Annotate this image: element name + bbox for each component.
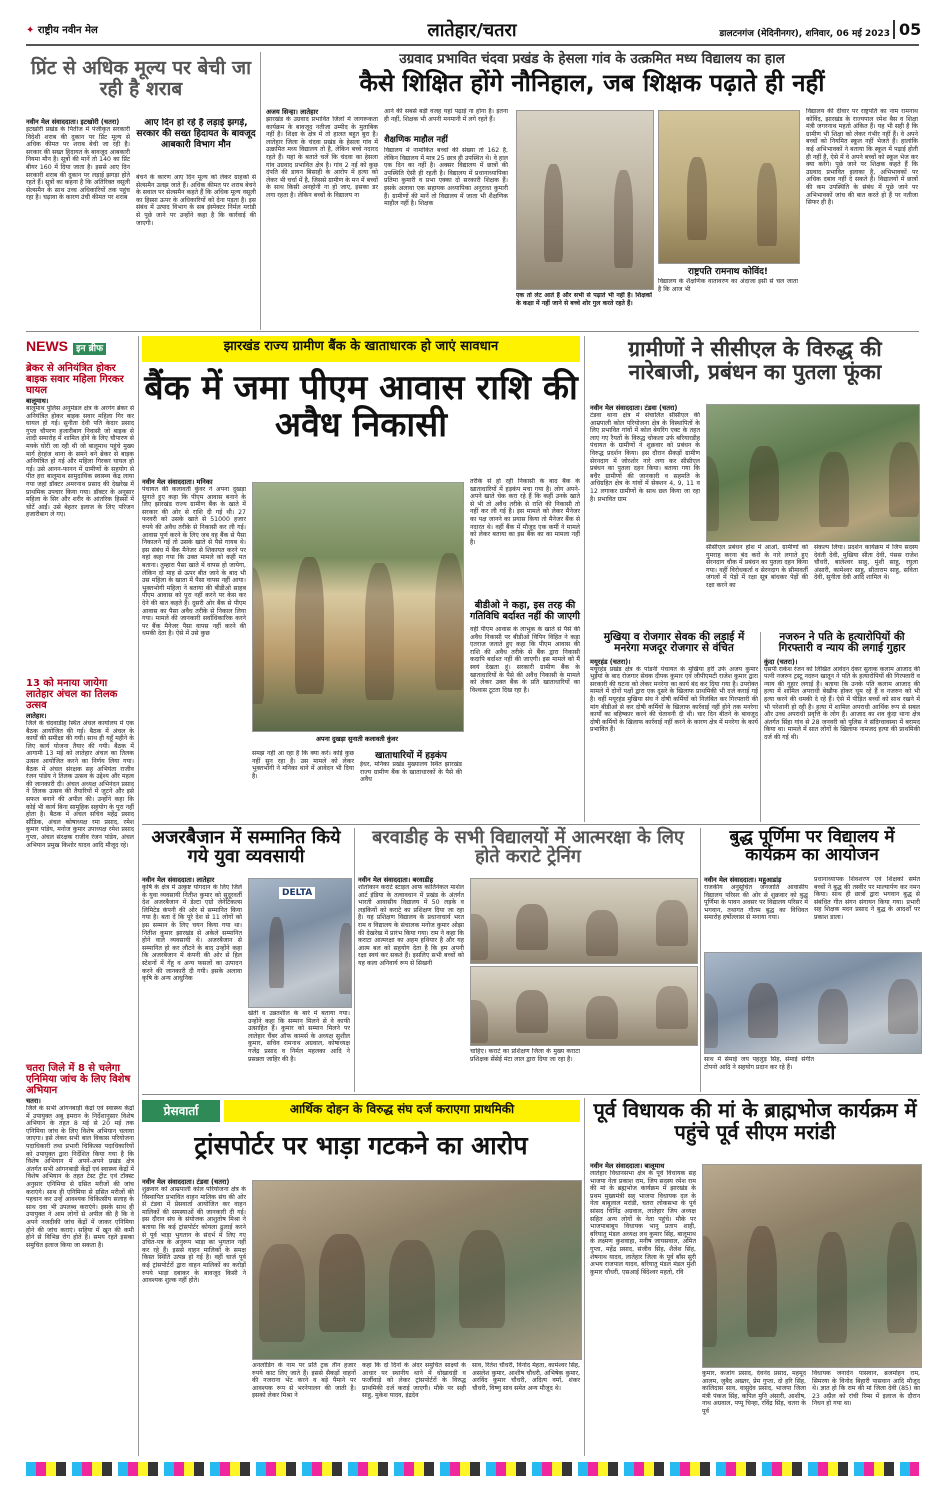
murder-body: एसपी राकेश रंजन को लिखित आवेदन देकर सुताक कलाम आजाद की पत्नी नजरुन ट्रस्टू नदरुन खातून ने पति के हत्यारोपियों की गिरफ्तारी व न्याय की गुहार लगाई है। बताया कि उनके पति कलाम आजाद की हत्या में शामिल अपराधी बेखौफ होकर घूम रहे हैं व नजरुन को भी हत्या करने की धमकी दे रहे हैं। ऐसे में पीड़ित बच्चों को साथ रखने में भी परेशानी हो रही है। हत्या में शामिल अपराधी आर्थिक रूप से सबल और उच्च अपराधी प्रवृत्ति के लोग हैं। आजाद का शव कुंदा थाना क्षेत्र अंतर्गत सिंहा गांव से 28 जनवरी को पुलिस ने संदिग्धावस्था में बरामद किया था। मामले में सात लोगों के खिलाफ नामजद हत्या की प्राथमिकी दर्ज की गई थी। — [764, 665, 920, 741]
buddha-col1 — [704, 876, 808, 944]
bank-kicker: झारखंड राज्य ग्रामीण बैंक के खाताधारक हो जाएं सावधान — [223, 339, 499, 354]
story-mgnrega — [590, 632, 758, 822]
brief-tag: इन ब्रीफ — [73, 343, 106, 355]
school-photo-wall — [658, 110, 800, 264]
story-ccl — [590, 338, 920, 628]
brief-item-3 — [26, 1063, 134, 1435]
vrule-7 — [584, 1098, 585, 1456]
bank-body3: ईधर, मनिका प्रखंड मुख्यालय स्थित झारखंड राज्य ग्रामीण बैंक के खाताधारकों के पैसे की अवैध — [360, 761, 462, 784]
liquor-col2 — [136, 118, 256, 314]
story-karate — [358, 828, 698, 1092]
transport-byline: नवीन मेल संवाददाता। टंडवा (चतरा) — [142, 1178, 230, 1186]
brief-head-1: ब्रेकर से अनियंत्रित होकर बाइक सवार महिला गिरकर घायल — [26, 363, 124, 396]
masthead-rule — [26, 44, 919, 46]
bank-body4: तरीके से हो रही निकासी के बाद बैंक के खाताधारियों में हड़कंप मचा गया है। लोग अपने-अपने खाते चेक करा रहे हैं कि कहीं उनके खाते से भी तो अवैध तरीके से राशि की निकासी तो नहीं कर ली गई है। इस मामले को लेकर मैनेजर का पक्ष जानने का प्रयास किया तो मैनेजर बैंक से नदारत थे। वहीं बैंक में मौजूद एक कर्मी ने मामले को लेकर बताया का इस बैंक का का मामला नहीं है। — [470, 478, 580, 546]
bank-col3 — [360, 748, 462, 801]
bank-photo-caption: अपना दुखड़ा सुनाती कलावती कुंवर — [316, 735, 398, 743]
bank-body2: समझ नहीं आ रहा है कि क्या करें। कोई कुछ नहीं सुन रहा है। उस मामले को लेकर भुक्तभोगी ने मनिका थाने में आवेदन भी दिया है। — [252, 750, 354, 780]
hrule-3 — [142, 1094, 920, 1095]
school-kicker: उग्रवाद प्रभावित चंदवा प्रखंड के हेसला गांव के उत्क्रमित मध्य विद्यालय का हाल — [399, 51, 785, 67]
liquor-body2: बेचने के कारण आए दिन मूल्य को लेकर ग्राहकों से सेल्समैन उलझ जाते हैं। अधिक कीमत पर शराब बेचने के सवाल पर सेल्समैन कहते हैं कि अधिक मूल्य वसूली का हिस्सा ऊपर के अधिकारियों को देना पड़ता है। इस संबंध में उत्पाद विभाग के सब इंस्पेक्टर निर्मल मरांडी से पूछे जाने पर उन्होंने कहा है कि कार्रवाई की जाएगी। — [136, 174, 256, 227]
azerbaijan-byline: नवीन मेल संवाददाता। लातेहार — [142, 876, 215, 884]
brief-place-3: चतरा। — [26, 1097, 41, 1105]
brand-name: राष्ट्रीय नवीन मेल — [37, 25, 98, 36]
brief-item-2 — [26, 678, 134, 1060]
bank-body4b: वहीं पीएम आवास के लाभुक के खाते से पैसे की अवैध निकासी पर बीडीओ विपिन विहित ने कड़ा एतराज जताते हुए कहा कि पीएम आवास की राशि की अवैध तरीके से बैंक द्वारा निकासी कदापि बर्दाश्त नहीं की जाएगी। इस मामले को मैं स्वयं देखता हूं। सरकारी ग्रामीण बैंक के खाताधारियों के पैसे की अवैध निकासी के मामले को लेकर उक्त बैंक के प्रति खाताधारियों का विश्वास टूटता दिख रहा है। — [470, 626, 580, 694]
bank-body1: पंचायत की कलावती कुंवर ने अपना दुखड़ा सुनाते हुए कहा कि पीएम आवास बनाने के लिए झारखंड राज्य ग्रामीण बैंक के खाते में सरकार की ओर से राशि दी गई थी। 27 फरवरी को उसके खाते से 51000 हजार रुपये की अवैध तरीके से निकासी कर ली गई। आवास पूर्ण करने के लिए जब वह बैंक से पैसा निकालने गई तो उसके खाते से पैसे गायब थे। इस संबंध में बैंक मैनेजर से शिकायत करने पर वहां कहा गया कि उक्त मामले को कहीं मत बताना। तुम्हारा पैसा खाते में वापस हो जायेगा, लेकिन दो माह से ऊपर बीत जाने के बाद भी उस महिला के खाता में पैसा वापस नहीं आया। भुक्तभोगी महिला ने बताया की बीडीओ साहब पीएम आवास को पूरा नहीं करने पर केस कर देने की बात कहते हैं। दूसरी ओर बैंक से पीएम आवास का पैसा अवैध तरीके से निकाल लिया गया। मामले की जानकारी सर्वाधिकारिक करने पर बैंक मैनेजर पैसा वापस नहीं करने की धमकी देता है। ऐसे में उसे कुछ — [142, 486, 246, 638]
school-body4: विद्यालय के शैक्षणिक वातावरण का अंदाजा इसी से चल जाता है कि आज भी — [658, 278, 798, 293]
story-bank — [142, 336, 580, 822]
karate-photo-1 — [470, 878, 698, 964]
page-number: 05 — [893, 20, 921, 39]
section-title: लातेहार/चतरा — [427, 20, 517, 41]
school-body2: आने की सबसे बड़ी वजह यहां पढ़ाई ना होना है। इतना ही नहीं, शिक्षक भी अपनी मनमानी में लगे रहते हैं। — [384, 108, 508, 123]
vrule-6 — [700, 828, 701, 1092]
transport-photo — [252, 1180, 582, 1360]
ccl-photo-protest — [706, 404, 920, 542]
brahmbhoj-body2: कुमार, कजांग प्रसाद, देवनंद प्रसाद, महमूद आलम, जुबैद अख्तर, प्रेम गुप्ता, दो हरि सिंह, कालिदास साव, वासुदेव प्रसाद, भाजपा जिला मंत्री पंकज सिंह, कपिल मुनि अंसारी, आशीष, नाथ अग्रवाल, पप्पू चिन्हा, रविंद्र सिंह, चतरा के पूर्व — [702, 1370, 806, 1415]
news-tag: NEWS — [26, 338, 68, 354]
news-brief-tag — [26, 336, 134, 360]
hrule-1 — [26, 331, 919, 332]
school-body1: झारखंड के उग्रवाद प्रभावित जिलों में जागरूकता कार्यक्रम के बावजूद नतीजा उम्मीद के मुताबिक नहीं है। शिक्षा के क्षेत्र में तो हालत बहुत बुरा है। लातेहार जिला के चंदवा प्रखंड के हेसला गांव में उत्क्रमित मध्य विद्यालय तो है, लेकिन बच्चे नदारद रहते हैं। यहां के बताते चलें कि चंदवा का हेसला गांव उग्रवाद प्रभावित क्षेत्र है। गांव 2 नई को कुछ दंपति की डायन बिसाही के आरोप में हत्या को लेकर भी चर्चा में है, जिससे ग्रामीण के मन में बच्चों के साथ किसी अनहोनी ना हो जाए, इसका डर लगा रहता है। लेकिन बच्चों के विद्यालय ना — [266, 116, 378, 199]
buddha-byline: नवीन मेल संवाददाता। महुआडांड़ — [704, 876, 782, 884]
school-col1 — [266, 108, 378, 326]
bank-col4 — [470, 478, 580, 786]
school-body5: विद्यालय की दीवार पर राष्ट्रपति का नाम रामनाथ कोविंद, झारखंड के राज्यपाल रमेश बैस व शिक्षा मंत्री जगरनाथ महतो अंकित हैं। यह भी सही है कि ग्रामीण भी शिक्षा को लेकर गंभीर नहीं हैं। वे अपने बच्चों को नियमित स्कूल नहीं भेजते हैं। हालांकि कई अभिभावकों ने बताया कि स्कूल में पढ़ाई होती ही नहीं है, ऐसे में वे अपने बच्चों को स्कूल भेज कर क्या करेंगे। पूछे जाने पर शिक्षक कहते हैं कि उग्रवाद प्रभावित इलाका है, अभिभावकों पर अधिक दबाव नहीं दे सकते हैं। विद्यालयों में छात्रों की कम उपस्थिति के संबंध में पूछे जाने पर अभिभावकों जांच की बात करते हो हैं पर नतीजा सिफर ही है। — [806, 108, 918, 207]
brief-place-2: लातेहार। — [26, 712, 47, 720]
brief-body-3: जिले के सभी आंगनबाड़ी केंद्रों एवं स्वास्थ्य केंद्रों में उपायुक्त अबु इमरान के निर्देशानुसार विशेष अभियान के तहत 8 मई से 20 मई तक एनिमिया जांच के लिए विशेष अभियान चलाया जाएगा। इसे लेकर सभी बाल विकास परियोजना पदाधिकारी तथा प्रभारी चिकित्सा पदाधिकारियों को उपायुक्त द्वारा निर्देशित किया गया है कि विशेष अभियान में अपने-अपने प्रखंड क्षेत्र अंतर्गत सभी आंगनबाड़ी केंद्रों एवं स्वास्थ्य केंद्रों में विशेष अभियान के तहत टेस्ट ट्रीट एवं टॉक्स्ट अनुसार एनिमिया से ग्रसित मरीजों की जांच कराएंगे। साथ ही एनिमिया से ग्रसित मरीजों की पहचान कर उन्हें आवश्यक चिकित्सीय सलाह के साथ दवा भी उपलब्ध कराएंगे। इसके साथ ही उपायुक्त ने आम लोगों से अपील की है कि वे अपने नजदीकी जांच केंद्रों में जाकर एनिमिया होने की जांच कराएं। सहिया में खून की कमी होने से विभिन्न रोग होते हैं। समय रहते इसका समुचित इलाज किया जा सकता है। — [26, 1105, 134, 1249]
ccl-col1 — [590, 404, 700, 612]
liquor-byline: नवीन मेल संवाददाता। इटखोरी (चतरा) — [26, 118, 120, 126]
school-col2 — [384, 108, 508, 319]
vrule-4 — [760, 632, 761, 822]
transport-tag: प्रेसवार्ता — [142, 1100, 220, 1122]
murder-headline: नजरुन ने पति के हत्यारोपियों की गिरफ्तारी व न्याय की लगाई गुहार — [778, 631, 906, 655]
brahmbhoj-byline: नवीन मेल संवाददाता। बालूमाथ — [590, 1162, 665, 1170]
brief-head-3: चतरा जिले में 8 से चलेगा एनिमिया जांच के लिए विशेष अभियान — [26, 1063, 131, 1096]
brand-logo — [26, 22, 98, 36]
bank-byline: नवीन मेल संवाददाता। मनिका — [142, 478, 213, 486]
bank-headline: बैंक में जमा पीएम आवास राशि की अवैध निकासी — [144, 368, 578, 445]
karate-col1 — [358, 876, 464, 1084]
school-photo-classroom — [516, 110, 654, 290]
ccl-body3: संकल्प लिया। प्रदर्शन कार्यक्रम में जिप सदस्य देवंती देवी, मुखिया सीता देवी, पंसस राजेश चौधरी, बालेश्वर साहु, मुंशी साहु, रघुला अंसारी, कामेश्वर साहु, सीताराम साहु, सविता देवी, सुनीता देवी आदि शामिल थे। — [814, 544, 918, 582]
school-photo-caption: एक तो लेट आते हैं और सभी से पढ़ाते भी नहीं हैं। शिक्षकों के कक्षा में नहीं जाने से बच्चे शोर गुल करते रहते हैं। — [516, 292, 652, 307]
azerbaijan-body1: कृषि के क्षेत्र में उत्कृष्ट योगदान के लिए जिले के युवा व्यवसायी नितीश कुमार को सुदूरवर्ती देश अजरबैजान में डेल्टा एग्रो जेनेटिकल्स लिमिटेड कंपनी की ओर से सम्मानित किया गया है। बता दें कि पूरे देश से 11 लोगों को इस सम्मान के लिए चयन किया गया था। नितीश कुमार झारखंड से अकेले सम्मानित होने वाले व्यवसायी थे। अजरबैजान से सम्मानित हो कर लौटने के बाद उन्होंने कहा कि अजरबैजान में कंपनी की ओर से हिल स्टेशनों में गेंहू व अन्य फसलों का उत्पादन करने की जानकारी दी गयी। इसके अलावा कृषि के अन्य आधुनिक — [142, 884, 242, 983]
karate-photo-2 — [470, 966, 698, 1046]
transport-headline: ट्रांसपोर्टर पर भाड़ा गटकने का आरोप — [194, 1131, 528, 1160]
story-buddha — [704, 828, 920, 1092]
transport-body3: कहा कि दो दिनों के अंदर समुचित साक्ष्यों के आधार पर स्थानीय थाने में धोखाधड़ी व फर्जीवाड़े को लेकर ट्रांसपोर्टरों के विरुद्ध प्राथमिकी दर्ज कराई जाएगी। मौके पर सही साहु, मुकेश यादव, इंद्रदेव — [362, 1362, 466, 1400]
brief-body-1: बालूमाथ पुलिस अनुमंडल क्षेत्र के अरगंग ब्रेकर से अनियंत्रित होकर बाइक सवार महिला गिर कर घायल हो गई। सुनीता देवी पति केदार प्रसाद गुप्ता चौपरण हजारीबाग निवासी जो बाइक से शादी समारोह में शामिल होने के लिए चौपारण से मयके घोरी जा रही थी जो बालूमाथ पहुंचे मुख्य मार्ग हेरहंज थाना के समने बने ब्रेकर से बाइक अनियंत्रित हो गई और महिला गिरकर घायल हो गई। उसे आनन-फानन में ग्रामीणों के सहयोग से पीत हरा बालूमाथ सामुदायिक स्वास्थ्य केंद्र लाया गया जहां डॉक्टर अमरनाथ प्रसाद की देखरेख में प्राथमिक उपचार किया गया। डॉक्टर के अनुसार महिला के सिर और शरीर के आंतरिक हिस्सों में चोटें आईं। उसे बेहतर इलाज के लिए परिजन हजारीबाग ले गए। — [26, 405, 134, 519]
bank-subhead1: खाताधारियों में हड़कंप — [375, 751, 447, 761]
karate-headline: बरवाडीह के सभी विद्यालयों में आत्मरक्षा के लिए होते कराटे ट्रेनिंग — [372, 827, 684, 868]
brahmbhoj-headline: पूर्व विधायक की मां के ब्राह्मभोज कार्यक्रम में पहुंचे पूर्व सीएम मरांडी — [593, 1098, 917, 1144]
liquor-headline: प्रिंट से अधिक मूल्य पर बेची जा रही है शराब — [30, 57, 252, 100]
school-headline: कैसे शिक्षित होंगे नौनिहाल, जब शिक्षक पढ़ाते ही नहीं — [359, 68, 825, 97]
vrule-5 — [354, 828, 355, 1092]
buddha-body3: साथ में सेमाई जय पहलुड़ सिंह, सेमाई संगीत टोपनो आदि ने सहयोग प्रदान कर रहे हैं। — [704, 1056, 814, 1071]
brahmbhoj-body3: विधायक जनार्दन पासवान, ब्रजमोहन राम, सिमरया के विनोद बिहारी पासवान आदि मौजूद थे। ज्ञात हो कि राम की मां जिला देवी (85) का 23 अप्रैल को रांची रिम्स में इलाज के दौरान निधन हो गया था। — [812, 1370, 920, 1408]
karate-byline: नवीन मेल संवाददाता। बरवाडीह — [358, 876, 434, 884]
brief-head-2: 13 को मनाया जायेगा लातेहार अंचल का तिलक उत्सव — [26, 678, 118, 711]
liquor-body: इटखोरी प्रखंड के पितीज में पंजीकृत सरकारी विदेशी शराब की दुकान पर प्रिंट मूल्य से अधिक कीमत पर शराब बेची जा रही है। सरकार की सख्त हिदायत के बावजूद आबकारी नियमा मौन है। सूत्रों की मानें तो 140 का प्रिंट बीयर 160 में दिया जाता है। इससे आए दिन सरकारी शराब की दुकान पर लड़ाई झगड़ा होते रहते हैं। सूत्रों का कहना है कि अतिरिक्त वसूली सेल्समैन के साथ उच्च अधिकारियों तक पहुंच रहा है। चढ़ावा के कारण उंची कीमत पर शराब — [26, 126, 130, 202]
ccl-body2: सीसीएल प्रबंधन होश में आओ, ग्रामीणों को गुमराह करना बंद करो के नारे लगाते हुए सेरनदाग चौक में प्रबंधन का पुतला दहन किया गया। वहीं विरोधकर्ता व सेरनदाग के सीमावर्ती जंगलों में पेड़ों में रक्षा सूत्र बांधकर पेड़ों की रक्षा करने का — [706, 544, 808, 589]
buddha-body2: प्रधानाध्यापक शिवशरण एवं शिक्षकों समेत बच्चों ने बुद्ध की तस्वीर पर माल्यार्पण कर नमन किया। साथ ही छात्रों द्वारा भगवान बुद्ध से संबंधित गीत संगन संगायन किया गया। प्रभारी सह शिक्षक मदन प्रसाद ने बुद्ध के आदर्शों पर प्रकाश डाला। — [814, 876, 920, 921]
news-brief — [26, 336, 134, 1456]
transport-col1 — [142, 1178, 246, 1436]
brahmbhoj-body1: लातेहार विधानसभा क्षेत्र के पूर्व विधायक सह भाजपा नेता प्रकाश राम, जिप सदस्य रमेश राम की मां के ब्रह्मभोज कार्यक्रम में झारखंड के प्रथम मुख्यमंत्री सह भाजपा विधायक दल के नेता बाबूलाल मरांडी, चतरा लोकसभा के पूर्व सांसद चिनिंद्र अग्रवाल, लातेहार जिप अध्यक्ष सहित अन्य लोगों के नेता पहुंचे। मौके पर भाजपाबाबूप विधायक भानु प्रताप शाही, बरियातु मंडल अध्यक्ष लव कुमार सिंह, बालूमाथ के लक्ष्मण कुशवाहा, मनीष जायसवाल, अमित गुप्ता, महेंद्र प्रसाद, संजीव सिंह, शैलेश सिंह, शेषनाथ यादव, लातेहार जिला के पूर्व बाँस सुरी अभय राजपाल यादव, बरियातु मंडल मंडल मुंशी कुमार चौधरी, एसआई बिंदेश्वर महतो, रवि — [590, 1170, 696, 1276]
vrule-2 — [138, 336, 139, 1456]
bank-photo-kalawati — [252, 482, 464, 732]
buddha-headline: बुद्ध पूर्णिमा पर विद्यालय में कार्यक्रम का आयोजन — [729, 827, 895, 866]
mgnrega-byline: मयूरहंड (चतरा)। — [590, 657, 631, 666]
school-subhead: शैक्षणिक माहौल नहीं — [384, 135, 448, 145]
hrule-2 — [142, 824, 920, 825]
murder-byline: कुंदा (चतरा)। — [764, 657, 798, 666]
school-quote-name: राष्ट्रपति रामनाथ कोविंद! — [687, 267, 769, 277]
vrule-3 — [584, 336, 585, 822]
brief-place-1: बालूमाथ। — [26, 397, 49, 405]
masthead — [0, 0, 945, 46]
ccl-headline: ग्रामीणों ने सीसीएल के विरुद्ध की नारेबाजी, प्रबंधन का पुतला फूंका — [628, 337, 882, 384]
story-liquor — [26, 58, 256, 328]
azerbaijan-headline: अजरबैजान में सम्मानित किये गये युवा व्यवसायी — [151, 827, 341, 868]
transport-body1: शुक्रवार को आम्रपाली कोल परियोजना क्षेत्र के विस्थापित प्रभावित वाहन मालिक संघ की ओर से टंडवा में प्रेसवार्ता आयोजित कर वाहन मालिकों की समस्याओं की जानकारी दी गई। इस दौरान संघ के संयोजक आशुतोष मिश्रा ने बताया कि कई ट्रांसपोर्टर कोयला ढुलाई करने से पूर्व भाड़ा भुगतान के संदर्भ में लिए गए उचित-पत्र के अनुरूप भाड़ा का भुगतान नहीं कर रहे हैं। इससे वाहन मालिकों के समक्ष किस्त स्थिति उत्पन्न हो गई है। वहीं चार्ज पूर्व कई ट्रांसपोर्टरों द्वारा वाहन मालिकों का करोड़ों रुपये भाड़ा दबाकर के बावजूद किसी ने आवश्यक शुल्क नहीं होते। — [142, 1186, 246, 1285]
print-registration-strip — [26, 1462, 919, 1476]
story-brahmbhoj — [590, 1100, 920, 1456]
story-murder — [764, 632, 920, 822]
ccl-byline: नवीन मेल संवाददाता। टंडवा (चतरा) — [590, 404, 678, 412]
brief-body-2: जिले के चंदवाडीह स्थित अंचल कार्यालय में एक बैठक आयोजित की गई। बैठक में अंचल के कार्यों की समीक्षा की गयी। साथ ही यहूँ महीने के लिए कार्य योजना तैयार की गयी। बैठक में आगामी 13 मई को लातेहार अंचल का तिलक उत्सव आयोजित करने का निर्णय लिया गया। बैठक में अंचल संरक्षक सह अभियंता राजीव रंजन पांडेय ने तिलक उत्सव के उद्देश्य और महत्व की जानकारी दी। अंचल अध्यक्ष अभिनंदन प्रसाद ने तिलक उत्सव की तैयारियों में जुटने और इसे सफल बनाने की अपील की। उन्होंने कहा कि कोई भी कार्य बिना सामूहिक सहयोग के पूरा नहीं होता है। बैठक में अंचल सचिव महेंद्र प्रसाद सौंडिक, अंचल कोषाध्यक्ष रमा प्रसाद, रमेश कुमार पांडेय, मनोज कुमार उपाध्यक्ष रमेश प्रसाद गुप्ता, अंचल संरक्षक राजीव रंजन पांडेय, अंचल अभियान प्रमुख किशोर यादव आदि मौजूद रहे। — [26, 720, 134, 849]
mgnrega-headline: मुखिया व रोजगार सेवक की लड़ाई में मनरेगा मजदूर रोजगार से वंचित — [603, 631, 745, 655]
brief-item-1 — [26, 363, 134, 675]
azerbaijan-body2: खेती व उन्नतशील के बारे में बताया गया। उन्होंने कहा कि सम्मान मिलने से वे काफी उत्साहित हैं। कुमार को सम्मान मिलने पर लातेहार चैंबर ऑफ कामर्स के अध्यक्ष सुशील कुमार, सचिव रामनाथ अग्रवाल, कोषाध्यक्ष गजेंद्र प्रसाद व निर्मल महलका आदि ने प्रसन्नता जाहिर की है। — [248, 1010, 350, 1063]
delta-banner: DELTA — [279, 887, 315, 899]
transport-kicker: आर्थिक दोहन के विरुद्ध संघ दर्ज कराएगा प्राथमिकी — [289, 1102, 515, 1116]
azerbaijan-photo — [248, 878, 352, 1008]
transport-body4: साव, रितेश चौधरी, विनोद मेहता, कामेश्वर सिंह, असलेश कुमार, आशीष चौधरी, अभिषेक कुमार, अरविंद कुमार चौधरी, अदित्य वर्मा, शंकर चौधरी, विष्णु साव समेत अन्य मौजूद थे। — [472, 1362, 580, 1392]
transport-body2: अनलोडिंग के नाम पर प्रति ट्रक तीन हजार रुपये काट लिए जाते हैं। इससे सैकड़ों वाहनों की नजराना भेंट करने व बड़े पैमाने पर आवश्यक रूप से भरनेपालन की जाती है। इसको लेकर मिश्रा ने — [252, 1362, 356, 1400]
bank-col1 — [142, 478, 246, 816]
ccl-body1: टंडवा थाना क्षेत्र में संचालित सीसीएल की आम्रपाली कोल परियोजना क्षेत्र के विस्थापितों के लिए प्रभावित गांवों में कोल बेयरिंग एक्ट के तहत लाए गए रैयतों के विरुद्ध चोकला उर्फ बरियारडीह पंचायत के ग्रामीणों ने शुक्रवार को प्रबंधन के विरुद्ध प्रदर्शन किया। इस दौरान सैकड़ों ग्रामीण सेरनदाग में जोरशोर नारे लगा कर सीसीएल प्रबंधन का पुतला दहन किया। बताया गया कि बचैर ग्रामीणों की जानकारी व सहमति के अधिग्रहित क्षेत्र के गांवों में सेक्शन 4, 9, 11 व 12 लगाकर ग्रामीणों के साथ छल किया जा रहा है। प्रभावित ग्राम — [590, 412, 700, 503]
story-transport — [142, 1098, 580, 1456]
school-byline: अजय सिन्हा। लातेहार — [266, 108, 319, 116]
story-azerbaijan — [142, 828, 350, 1092]
liquor-col1 — [26, 118, 130, 326]
buddha-body1: राजकीय अनुसूचित जनजाति आवासीय विद्यालय परिसर की ओर से शुक्रवार को बुद्ध पूर्णिमा के पावन अवसर पर विद्यालय परिसर में भगवान, तथागत गौतम बुद्ध का विधिवत समारोह हर्षोल्लास से मनाया गया। — [704, 884, 808, 922]
story-school — [266, 52, 918, 330]
mgnrega-body: मयूरहंड प्रखंड क्षेत्र के पांडनी पंचायत के मुखिया हरी उर्फ अजय कुमार भुईयां के बाद रोजगार सेवक दीपक कुमार एवं जीपीएमटी राजेश कुमार द्वारा सरकारी की घटना को लेकर मनरेगा का कार्य बंद कर दिया गया है। उपरोक्त मामले में दोनों पक्षों द्वारा एक दूसरे के खिलाफ प्राथमिकी भी दर्ज कराई गई है। वहीं मयूरहंड मुखिया संघ ने दोषी कर्मियों को निलंबित कर गिरफ्तारी की मांग बीडीओ से कर दोषी कर्मियों के खिलाफ कार्रवाई नहीं होने तक मनरेगा कार्यों का बहिष्कार करने की चेतावनी दी थी। चार दिन बीतने के बावजूद दोषी कर्मियों के खिलाफ कार्रवाई नहीं करने के कारण क्षेत्र में मनरेगा के कार्य प्रभावित हैं। — [590, 665, 758, 734]
dateline: डालटनगंज (मेदिनीनगर), शनिवार, 06 मई 2023 — [719, 29, 890, 39]
bird-icon: ✦ — [26, 25, 35, 36]
karate-body1: शोतोकान कराटे स्टाइल आफ कांतिनेकल मार्शल आर्ट इंडिया के तत्वावधान में प्रखंड के अंतर्गत भारती आवासीय विद्यालय में 50 लड़के व लड़कियों को कराटे का प्रशिक्षण दिया जा रहा है। यह प्रशिक्षण विद्यालय के प्रधानाचार्य भरत राम व विद्यालय के संचालक मनोज कुमार ओझा की देखरेख में प्रारंभ किया गया। राम ने कहा कि कराटा आत्मरक्षा का अहम हथियार है और यह आत्म बल को सहयोग देता है कि हम अपनी रक्षा स्वयं कर सकते हैं। इसलिए सभी बच्चों को यह कला अनिवार्य रूप से सिखनी — [358, 884, 464, 967]
azerbaijan-col1 — [142, 876, 242, 1084]
liquor-subhead: आए दिन हो रहे हैं लड़ाई झगड़े, सरकार की सख्त हिदायत के बावजूद आबकारी विभाग मौन — [136, 118, 256, 150]
karate-body2: चाहिए। कराटे का प्रशिक्षण जिला के मुख्य कराटा प्रशिक्षक सेंसेई मंटा लाल द्वारा दिया जा रहा है। — [470, 1048, 580, 1063]
buddha-photo — [704, 952, 922, 1054]
school-body2b: विद्यालय में नामांकित बच्चों की संख्या तो 162 है, लेकिन विद्यालय में मात्र 25 छात्र ही उपस्थित थे। वे हाल एक दिन का नहीं है। अक्सर विद्यालय में छात्रों की उपस्थिति ऐसी ही रहती है। विद्यालय में प्रधानाध्यापिका प्रतिमा कुमारी व प्रभा एक्का दो सरकारी शिक्षक हैं। इसके अलावा एक सहायक अध्यापिका अनुराधा कुमारी हैं। ग्रामीणों की मानें तो विद्यालय में जाता भी शैक्षणिक माहौल नहीं है। शिक्षक — [384, 147, 508, 208]
brahmbhoj-photo — [702, 1164, 922, 1368]
bank-subhead2: बीडीओ ने कहा, इस तरह की गतिविधि बर्दाश्त नहीं की जाएगी — [470, 600, 580, 622]
vrule-1 — [260, 52, 261, 330]
brahmbhoj-col1 — [590, 1162, 696, 1450]
